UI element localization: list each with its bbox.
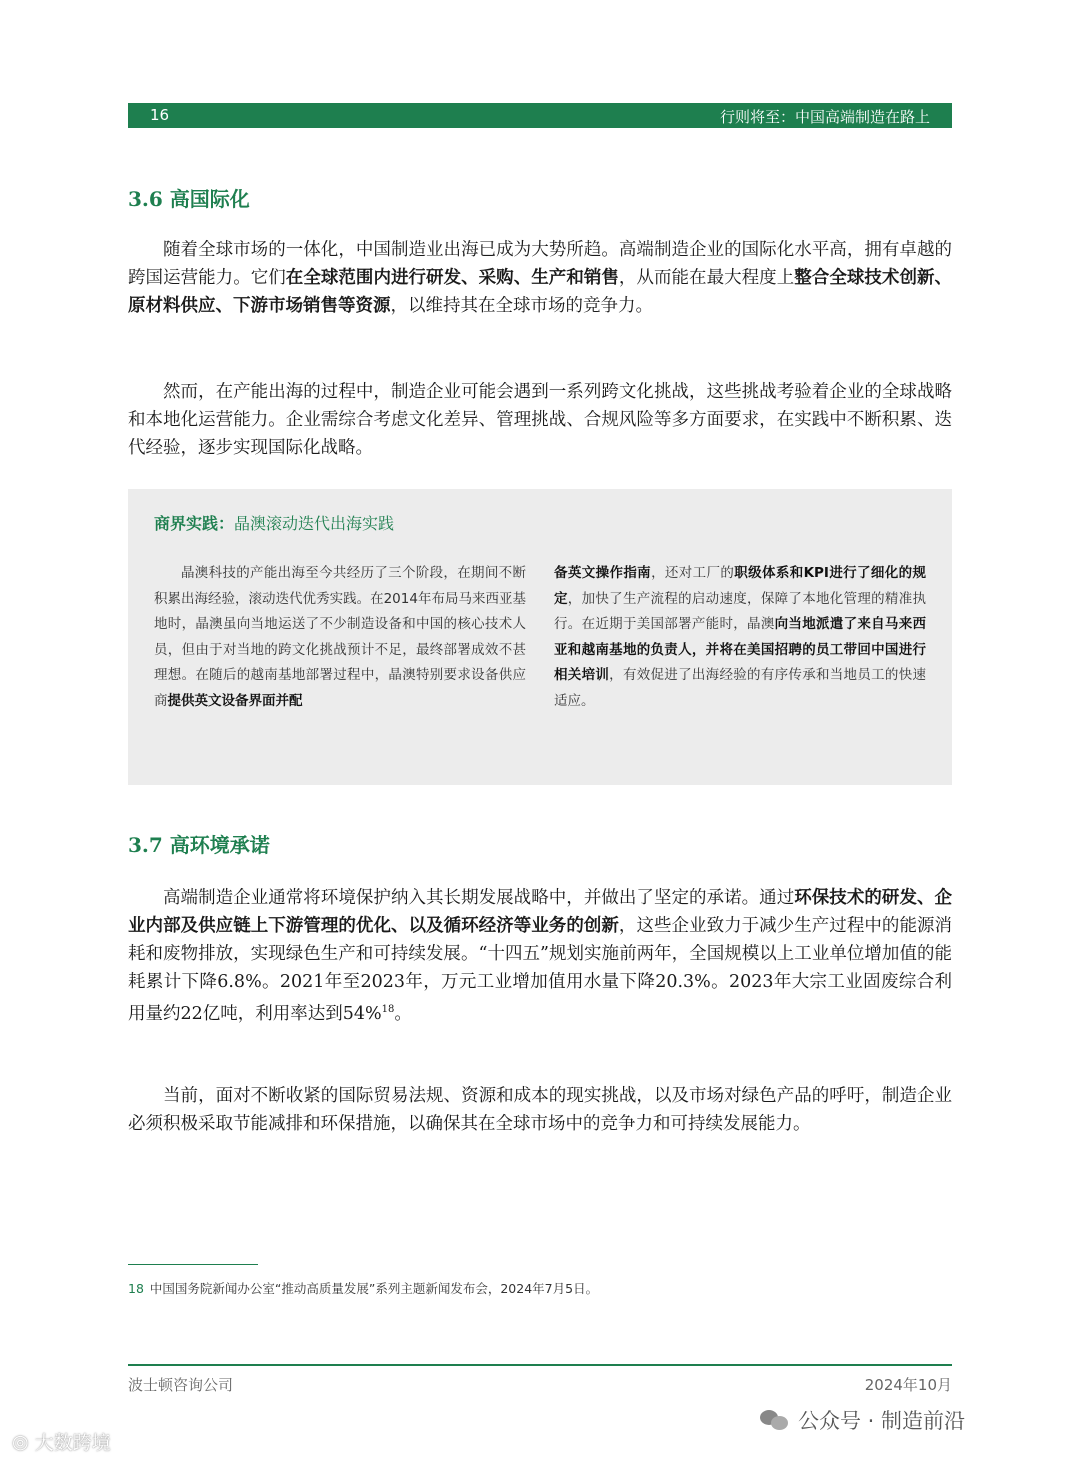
paragraph-3-6-1: 随着全球市场的一体化，中国制造业出海已成为大势所趋。高端制造企业的国际化水平高，拥有卓越的跨国运营能力。它们在全球范围内进行研发、采购、生产和销售，从而能在最大程度上整合全球技术创新、原材料供应、下游市场销售等资源，以维持其在全球市场的竞争力。 <box>128 240 953 316</box>
case-study-title: 商界实践：晶澳滚动迭代出海实践 <box>154 514 395 533</box>
footer-company: 波士顿咨询公司 <box>128 1376 234 1394</box>
wechat-watermark: 公众号 · 制造前沿 <box>760 1405 965 1435</box>
footnote-ref[interactable]: 18 <box>381 1004 395 1015</box>
brand-logo-icon: ◎ <box>12 1430 29 1453</box>
brand-watermark: ◎ 大数跨境 <box>12 1430 111 1454</box>
footer-date: 2024年10月 <box>864 1376 952 1394</box>
paragraph-3-7-1: 高端制造企业通常将环境保护纳入其长期发展战略中，并做出了坚定的承诺。通过环保技术的研发、企业内部及供应链上下游管理的优化、以及循环经济等业务的创新，这些企业致力于减少生产过程中的能源消耗和废物排放，实现绿色生产和可持续发展。“十四五”规划实施前两年，全国规模以上工业单位增加值的能耗累计下降6.8%。2021年至2023年，万元工业增加值用水量下降20.3%。2023年大宗工业固废综合利用量约22亿吨，利用率达到54%$^{18}$。 <box>128 888 953 1024</box>
section-heading-3-6: 3.6 高国际化 <box>128 187 250 211</box>
page-number: 16 <box>150 106 170 124</box>
document-title: 行则将至：中国高端制造在路上 <box>719 108 930 126</box>
header-bar <box>128 103 952 128</box>
section-heading-3-7: 3.7 高环境承诺 <box>128 833 270 857</box>
case-study-left-column: 晶澳科技的产能出海至今共经历了三个阶段，在期间不断积累出海经验，滚动迭代优秀实践。在2014年布局马来西亚基地时，晶澳虽向当地运送了不少制造设备和中国的核心技术人员，但由于对当地的跨文化挑战预计不足，最终部署成效不甚理想。在随后的越南基地部署过程中，晶澳特别要求设备供应商提供英文设备界面并配 <box>154 565 526 709</box>
footnote-divider <box>128 1264 258 1265</box>
footnote: 18 中国国务院新闻办公室“推动高质量发展”系列主题新闻发布会，2024年7月5日。 <box>128 1281 599 1296</box>
wechat-icon <box>760 1408 790 1432</box>
case-study-box <box>128 489 952 785</box>
footer-divider <box>128 1364 952 1366</box>
case-study-right-column: 备英文操作指南，还对工厂的职级体系和KPI进行了细化的规定，加快了生产流程的启动速度，保障了本地化管理的精准执行。在近期于美国部署产能时，晶澳向当地派遣了来自马来西亚和越南基地的负责人，并将在美国招聘的员工带回中国进行相关培训，有效促进了出海经验的有序传承和当地员工的快速适应。 <box>554 565 927 709</box>
paragraph-3-7-2: 当前，面对不断收紧的国际贸易法规、资源和成本的现实挑战，以及市场对绿色产品的呼吁，制造企业必须积极采取节能减排和环保措施，以确保其在全球市场中的竞争力和可持续发展能力。 <box>128 1086 952 1134</box>
paragraph-3-6-2: 然而，在产能出海的过程中，制造企业可能会遇到一系列跨文化挑战，这些挑战考验着企业的全球战略和本地化运营能力。企业需综合考虑文化差异、管理挑战、合规风险等多方面要求，在实践中不断积累、迭代经验，逐步实现国际化战略。 <box>128 382 952 458</box>
